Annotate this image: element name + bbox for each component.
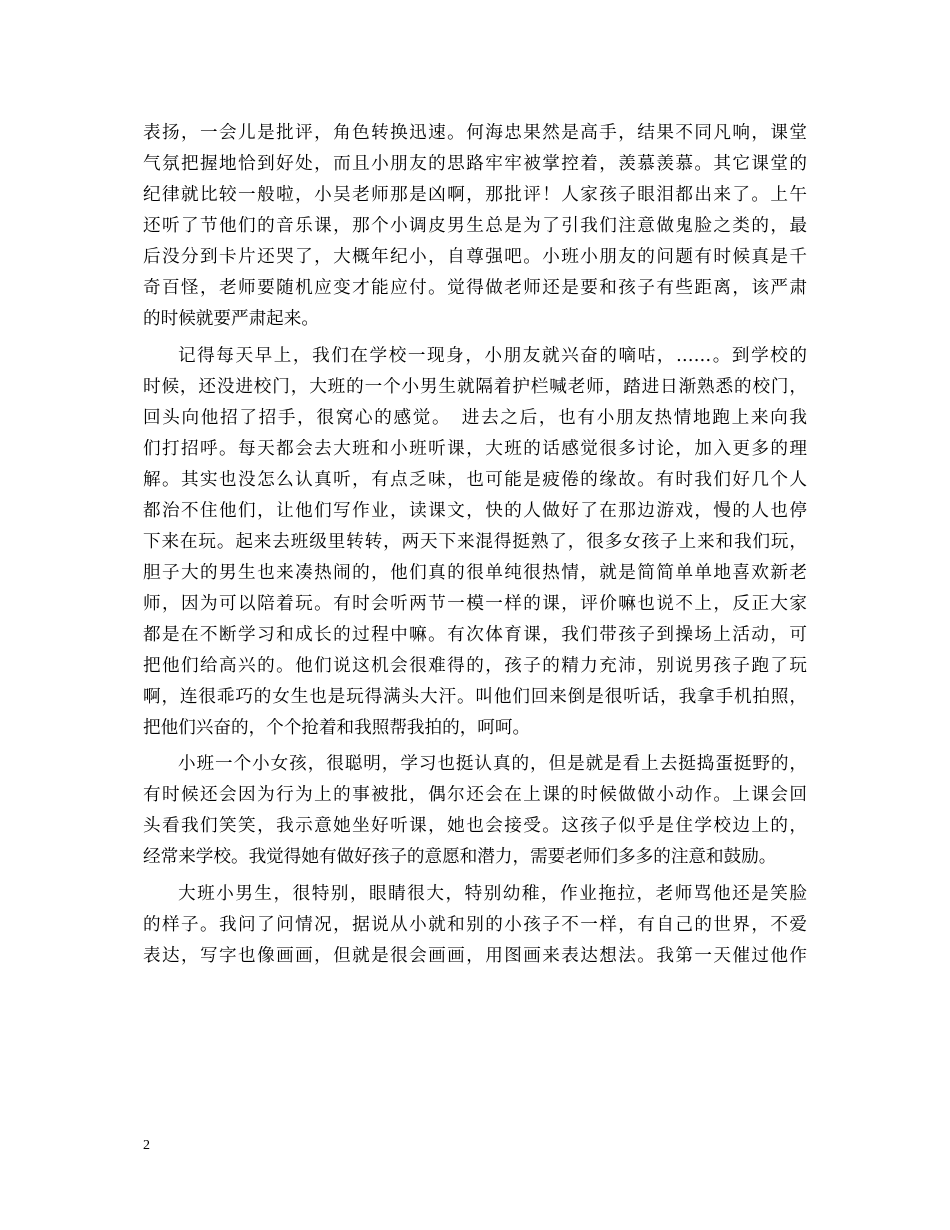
text-line: 把他们给高兴的。他们说这机会很难得的，孩子的精力充沛，别说男孩子跑了玩 bbox=[143, 655, 807, 676]
text-line: 都治不住他们，让他们写作业，读课文，快的人做好了在那边游戏，慢的人也停 bbox=[143, 500, 807, 521]
text-line: 啊，连很乖巧的女生也是玩得满头大汗。叫他们回来倒是很听话，我拿手机拍照， bbox=[143, 686, 807, 707]
text-line: 记得每天早上，我们在学校一现身，小朋友就兴奋的嘀咕，……。到学校的 bbox=[178, 345, 807, 366]
paragraph bbox=[143, 879, 807, 972]
text-line: 表扬，一会儿是批评，角色转换迅速。何海忠果然是高手，结果不同凡响，课堂 bbox=[143, 123, 807, 143]
text-line: 大班小男生，很特别，眼睛很大，特别幼稚，作业拖拉，老师骂他还是笑脸 bbox=[178, 883, 807, 904]
body-text bbox=[143, 118, 807, 972]
text-line: 胆子大的男生也来凑热闹的，他们真的很单纯很热情，就是简简单单地喜欢新老 bbox=[143, 562, 807, 583]
text-line: 经常来学校。我觉得她有做好孩子的意愿和潜力，需要老师们多多的注意和鼓励。 bbox=[143, 847, 777, 867]
text-line: 头看我们笑笑，我示意她坐好听课，她也会接受。这孩子似乎是住学校边上的， bbox=[143, 816, 807, 836]
text-line: 把他们兴奋的，个个抢着和我照帮我拍的，呵呵。 bbox=[143, 717, 531, 738]
text-line: 的样子。我问了问情况，据说从小就和别的小孩子不一样，有自己的世界，不爱 bbox=[143, 914, 807, 935]
text-line: 还听了节他们的音乐课，那个小调皮男生总是为了引我们注意做鬼脸之类的，最 bbox=[143, 216, 807, 236]
paragraph bbox=[143, 749, 807, 873]
text-line: 时候，还没进校门，大班的一个小男生就隔着护栏喊老师，踏进日渐熟悉的校门， bbox=[143, 376, 807, 397]
text-line: 小班一个小女孩，很聪明，学习也挺认真的，但是就是看上去挺捣蛋挺野的， bbox=[178, 754, 807, 774]
text-line: 奇百怪，老师要随机应变才能应付。觉得做老师还是要和孩子有些距离，该严肃 bbox=[143, 278, 807, 298]
text-line: 回头向他招了招手，很窝心的感觉。 进去之后，也有小朋友热情地跑上来向我 bbox=[143, 407, 807, 428]
text-line: 都是在不断学习和成长的过程中嘛。有次体育课，我们带孩子到操场上活动，可 bbox=[143, 624, 807, 645]
text-line: 表达，写字也像画画，但就是很会画画，用图画来表达想法。我第一天催过他作 bbox=[143, 945, 807, 966]
text-line: 师，因为可以陪着玩。有时会听两节一模一样的课，评价嘛也说不上，反正大家 bbox=[143, 593, 807, 614]
text-line: 后没分到卡片还哭了，大概年纪小，自尊强吧。小班小朋友的问题有时候真是千 bbox=[143, 247, 807, 267]
text-line: 解。其实也没怎么认真听，有点乏味，也可能是疲倦的缘故。有时我们好几个人 bbox=[143, 469, 807, 490]
paragraph bbox=[143, 118, 807, 335]
text-line: 有时候还会因为行为上的事被批，偶尔还会在上课的时候做做小动作。上课会回 bbox=[143, 785, 807, 805]
text-line: 气氛把握地恰到好处，而且小朋友的思路牢牢被掌控着，羡慕羡慕。其它课堂的 bbox=[143, 154, 807, 174]
text-line: 纪律就比较一般啦，小吴老师那是凶啊，那批评！人家孩子眼泪都出来了。上午 bbox=[143, 185, 807, 205]
text-line: 们打招呼。每天都会去大班和小班听课，大班的话感觉很多讨论，加入更多的理 bbox=[143, 438, 807, 459]
text-line: 的时候就要严肃起来。 bbox=[143, 309, 319, 329]
text-line: 下来在玩。起来去班级里转转，两天下来混得挺熟了，很多女孩子上来和我们玩， bbox=[143, 531, 807, 552]
page-number: 2 bbox=[143, 1138, 150, 1153]
paragraph bbox=[143, 341, 807, 744]
